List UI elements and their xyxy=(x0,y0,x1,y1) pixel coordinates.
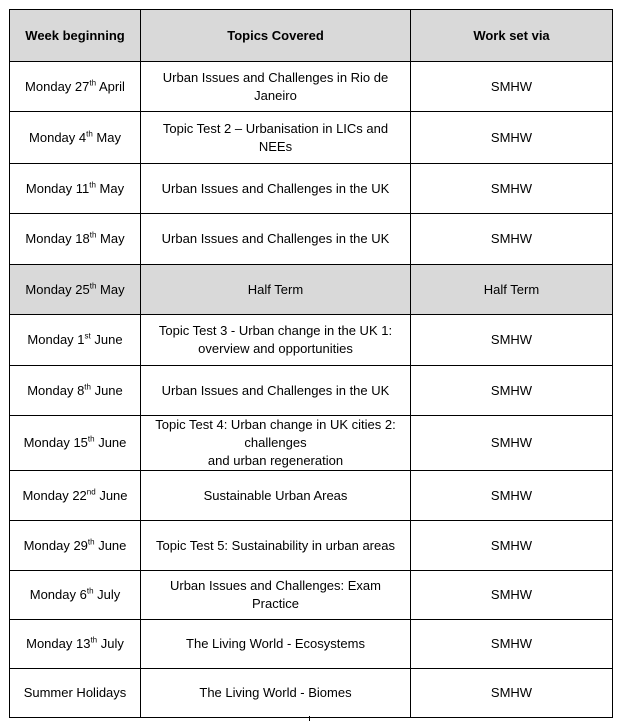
header-week-beginning: Week beginning xyxy=(10,10,141,62)
work-cell: SMHW xyxy=(411,164,613,214)
table-row xyxy=(10,62,613,112)
week-cell: Monday 18th May xyxy=(10,214,141,265)
week-cell: Monday 13th July xyxy=(10,620,141,669)
work-cell: SMHW xyxy=(411,62,613,112)
work-cell: SMHW xyxy=(411,521,613,571)
header-row xyxy=(10,10,613,62)
work-cell: SMHW xyxy=(411,669,613,718)
week-cell: Monday 4th May xyxy=(10,112,141,164)
header-work-set-via: Work set via xyxy=(411,10,613,62)
table-row xyxy=(10,471,613,521)
table-row-half-term xyxy=(10,265,613,315)
work-cell: SMHW xyxy=(411,620,613,669)
topic-cell: The Living World - Biomes xyxy=(141,669,411,718)
topic-line: and urban regeneration xyxy=(207,453,344,468)
work-cell: SMHW xyxy=(411,416,613,471)
table-row xyxy=(10,164,613,214)
topic-cell: Sustainable Urban Areas xyxy=(141,471,411,521)
table-row xyxy=(10,214,613,265)
topic-cell: Topic Test 5: Sustainability in urban areas xyxy=(141,521,411,571)
work-cell: SMHW xyxy=(411,214,613,265)
topic-cell xyxy=(141,416,411,471)
week-cell: Monday 11th May xyxy=(10,164,141,214)
week-cell: Monday 25th May xyxy=(10,265,141,315)
week-cell: Monday 1st June xyxy=(10,315,141,366)
topic-cell: Urban Issues and Challenges: Exam Practice xyxy=(141,571,411,620)
topic-cell: Urban Issues and Challenges in Rio de Janeiro xyxy=(141,62,411,112)
week-cell: Monday 29th June xyxy=(10,521,141,571)
work-cell: SMHW xyxy=(411,366,613,416)
topic-cell: Urban Issues and Challenges in the UK xyxy=(141,366,411,416)
work-cell: SMHW xyxy=(411,471,613,521)
work-cell: SMHW xyxy=(411,315,613,366)
table-row xyxy=(10,416,613,471)
page-edge-mark xyxy=(309,716,310,721)
topic-cell: Urban Issues and Challenges in the UK xyxy=(141,164,411,214)
topic-cell: Urban Issues and Challenges in the UK xyxy=(141,214,411,265)
topic-cell: Topic Test 3 - Urban change in the UK 1: overview and opportunities xyxy=(141,315,411,366)
table-row xyxy=(10,669,613,718)
week-cell: Summer Holidays xyxy=(10,669,141,718)
week-cell: Monday 8th June xyxy=(10,366,141,416)
work-cell: SMHW xyxy=(411,571,613,620)
work-cell: Half Term xyxy=(411,265,613,315)
header-topics-covered: Topics Covered xyxy=(141,10,411,62)
work-cell: SMHW xyxy=(411,112,613,164)
topic-line: Topic Test 4: Urban change in UK cities 2: challenges xyxy=(155,417,396,450)
table-row xyxy=(10,315,613,366)
topic-cell: Topic Test 2 – Urbanisation in LICs and NEEs xyxy=(141,112,411,164)
table-row xyxy=(10,571,613,620)
week-cell: Monday 27th April xyxy=(10,62,141,112)
week-cell: Monday 15th June xyxy=(10,416,141,471)
topic-cell: The Living World - Ecosystems xyxy=(141,620,411,669)
table-row xyxy=(10,112,613,164)
table-row xyxy=(10,620,613,669)
table-row xyxy=(10,366,613,416)
schedule-table xyxy=(9,9,613,718)
topic-cell: Half Term xyxy=(141,265,411,315)
week-cell: Monday 6th July xyxy=(10,571,141,620)
week-cell: Monday 22nd June xyxy=(10,471,141,521)
table-row xyxy=(10,521,613,571)
